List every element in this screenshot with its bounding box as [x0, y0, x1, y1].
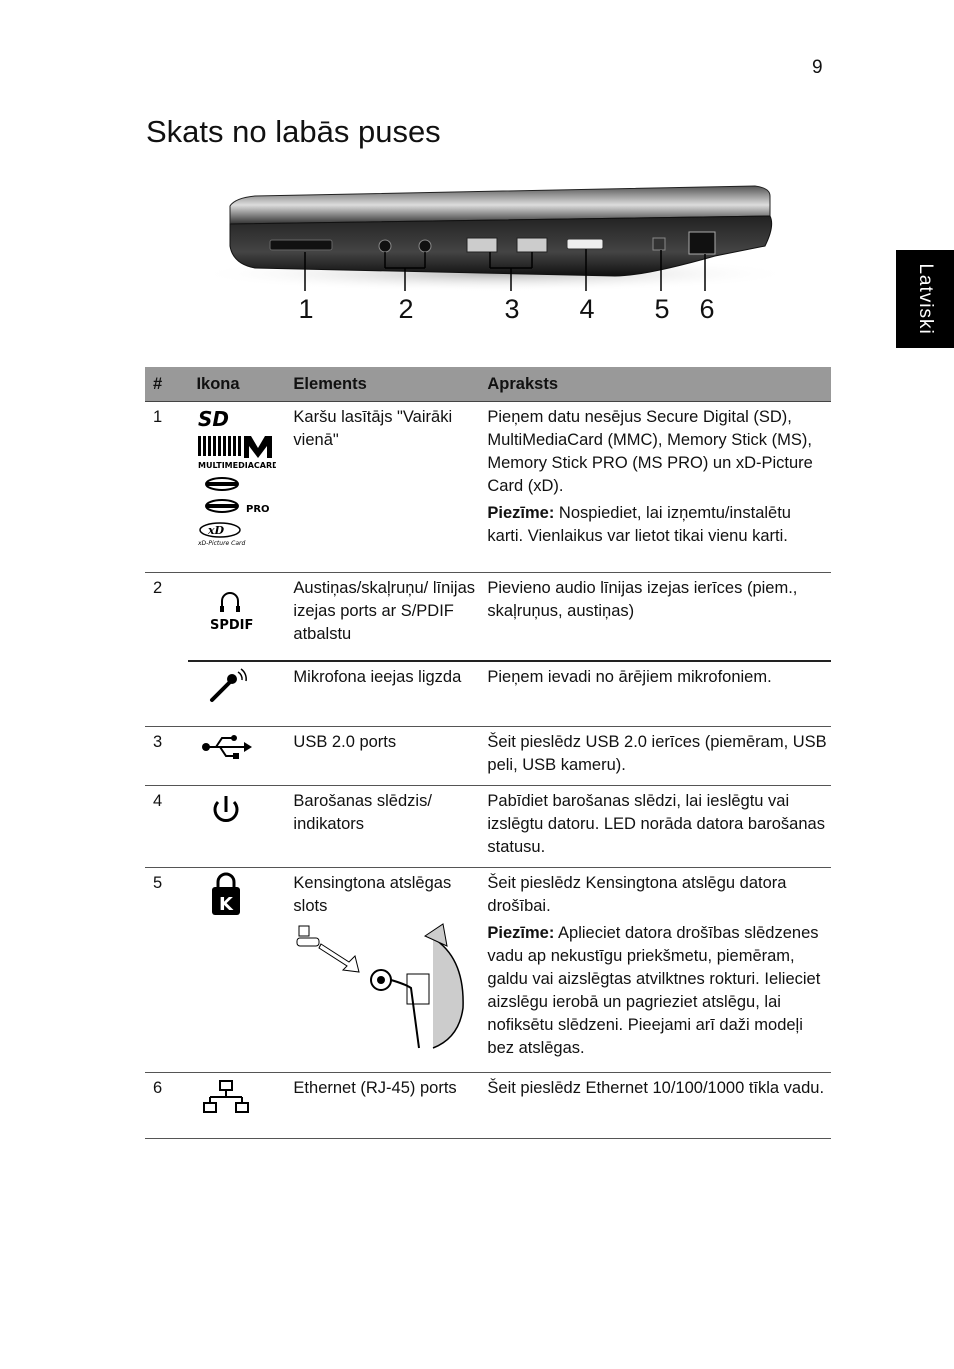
ports-table	[145, 367, 831, 1139]
row-icons	[188, 727, 285, 786]
note-text: Nospiediet, lai izņemtu/instalētu karti. Vienlaikus var lietot tikai vienu karti.	[487, 504, 791, 545]
row-icons	[188, 402, 285, 573]
memory-stick-icon	[206, 478, 238, 490]
row-description: Pabīdiet barošanas slēdzi, lai ieslēgtu vai izslēgtu datoru. LED norāda datora barošanas statusu.	[479, 786, 831, 868]
callout-4: 4	[579, 294, 595, 324]
mmc-label: MULTIMEDIACARD	[198, 461, 277, 470]
kensington-lock-illustration	[293, 918, 473, 1054]
row-element: USB 2.0 ports	[285, 727, 479, 786]
page-number: 9	[812, 57, 823, 78]
row-note	[487, 922, 827, 1060]
page-title: Skats no labās puses	[146, 114, 441, 149]
headphone-spdif-icon	[196, 577, 256, 633]
row-note	[487, 502, 827, 548]
language-tab	[896, 250, 954, 348]
row-element: Austiņas/skaļruņu/ līnijas izejas ports ar S/PDIF atbalstu	[285, 573, 479, 661]
note-label: Piezīme:	[487, 924, 555, 942]
table-row	[145, 727, 831, 786]
row-element: Barošanas slēdzis/ indikators	[285, 786, 479, 868]
svg-text:K: K	[219, 894, 234, 915]
callout-1: 1	[298, 294, 314, 324]
table-row	[145, 573, 831, 661]
table-header-row	[145, 367, 831, 402]
ethernet-icon	[196, 1077, 256, 1117]
callout-6: 6	[699, 294, 715, 324]
multimediacard-icon	[198, 436, 276, 470]
row-icons	[188, 1073, 285, 1139]
row-description: Pieņem datu nesējus Secure Digital (SD), MultiMediaCard (MMC), Memory Stick (MS), Memory Stick PRO (MS PRO) un xD-Picture Card (xD).	[487, 408, 813, 495]
table-row	[145, 868, 831, 1073]
svg-text:SD: SD	[198, 407, 230, 431]
xd-picture-card-icon	[197, 523, 245, 546]
row-icons	[188, 661, 285, 727]
row-num	[145, 661, 188, 727]
row-description: Pieņem ievadi no ārējiem mikrofoniem.	[479, 661, 831, 727]
row-icons	[188, 786, 285, 868]
row-element: Kensingtona atslēgas slots	[293, 874, 452, 915]
table-row	[145, 1073, 831, 1139]
header-num: #	[145, 367, 188, 402]
row-element: Ethernet (RJ-45) ports	[285, 1073, 479, 1139]
xd-label: xD-Picture Card	[198, 540, 246, 546]
row-icons	[188, 868, 285, 1073]
ms-pro-label: PRO	[246, 504, 270, 515]
row-num: 2	[153, 579, 163, 597]
row-element: Mikrofona ieejas ligzda	[285, 661, 479, 727]
svg-text:xD: xD	[208, 524, 225, 537]
row-description: Pievieno audio līnijas izejas ierīces (piem., skaļruņus, austiņas)	[479, 573, 831, 661]
spdif-label: SPDIF	[210, 618, 254, 633]
sd-card-icon	[198, 407, 229, 431]
header-element: Elements	[285, 367, 479, 402]
microphone-icon	[196, 666, 256, 706]
note-text: Aplieciet datora drošības slēdzenes vadu ap nekustīgu priekšmetu, piemēram, galdu vai aizslēgtas atvilktnes rokturi. Ielieciet aizslēgu ierobā un pagrieziet atslēgu, lai nofiksētu slēdzeni. Pieejami arī daži modeļi bez atslēgas.	[487, 924, 821, 1057]
power-icon	[196, 790, 256, 830]
row-num: 4	[145, 786, 188, 868]
usb-icon	[196, 731, 256, 763]
row-description: Šeit pieslēdz Kensingtona atslēgu datora drošībai.	[487, 874, 787, 915]
row-description: Šeit pieslēdz Ethernet 10/100/1000 tīkla vadu.	[479, 1073, 831, 1139]
callout-2: 2	[398, 294, 414, 324]
table-row	[145, 402, 831, 573]
header-description: Apraksts	[479, 367, 831, 402]
table-row	[145, 661, 831, 727]
row-num: 3	[145, 727, 188, 786]
callout-3: 3	[504, 294, 520, 324]
row-description: Šeit pieslēdz USB 2.0 ierīces (piemēram, USB peli, USB kameru).	[479, 727, 831, 786]
memory-stick-pro-icon	[206, 500, 270, 515]
row-num: 6	[145, 1073, 188, 1139]
row-element: Karšu lasītājs "Vairāki vienā"	[285, 402, 479, 573]
language-tab-label: Latviski	[915, 263, 936, 335]
table-row	[145, 786, 831, 868]
row-icons	[188, 573, 285, 661]
row-num: 1	[145, 402, 188, 573]
note-label: Piezīme:	[487, 504, 555, 522]
header-icon: Ikona	[188, 367, 285, 402]
kensington-lock-icon	[196, 872, 256, 916]
callout-5: 5	[654, 294, 670, 324]
row-num: 5	[145, 868, 188, 1073]
